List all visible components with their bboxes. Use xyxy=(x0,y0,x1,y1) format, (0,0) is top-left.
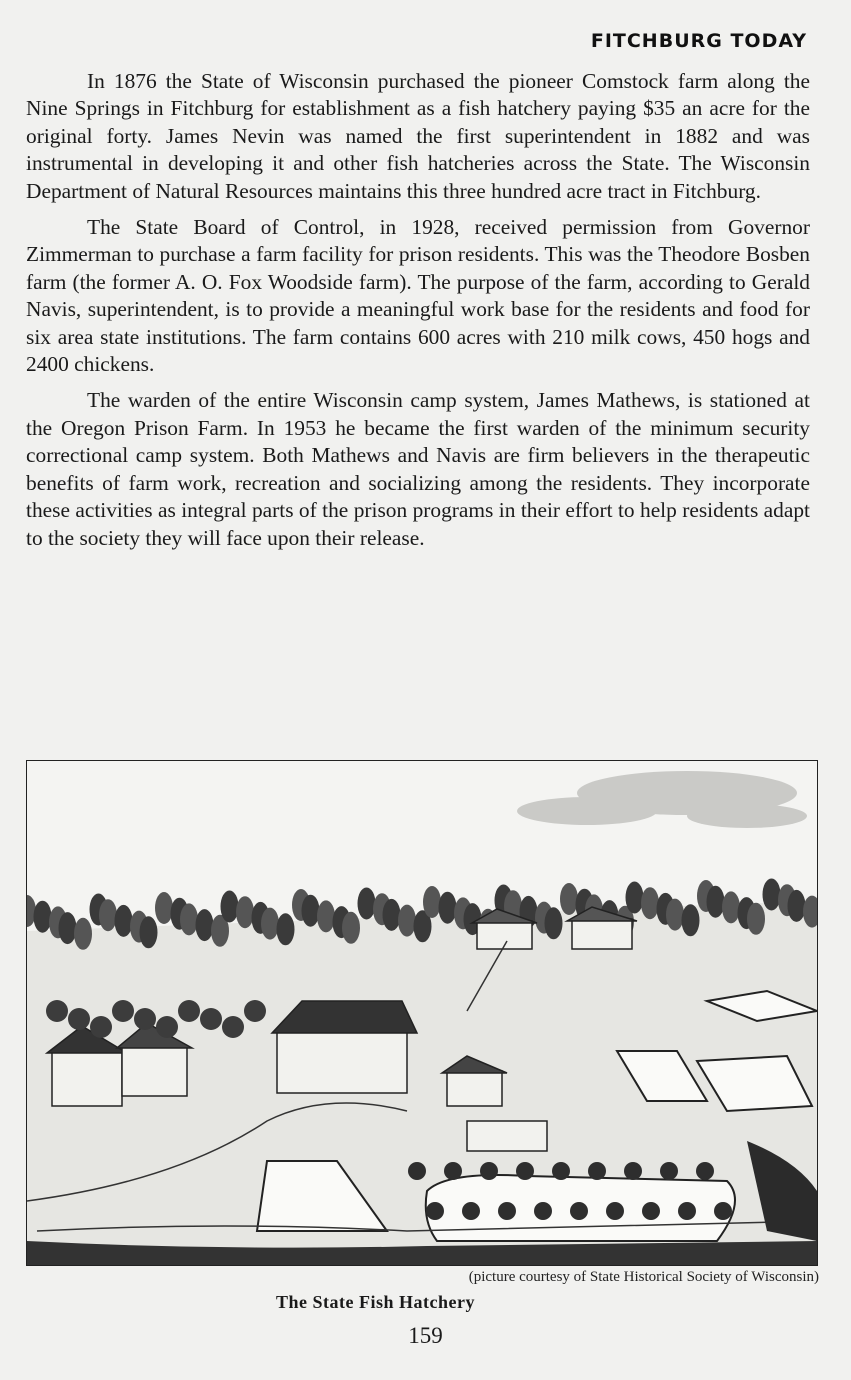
figure-caption: The State Fish Hatchery xyxy=(276,1292,475,1312)
picture-credit: (picture courtesy of State Historical Society of Wisconsin) xyxy=(468,1269,819,1285)
hatchery-engraving xyxy=(27,761,817,1265)
fish-hatchery-illustration xyxy=(26,760,818,1266)
sky-clouds xyxy=(517,771,807,828)
paragraph-fish-hatchery: In 1876 the State of Wisconsin purchased the pioneer Comstock farm along the Nine Springs in Fitchburg for establishment as a fish hatchery paying $35 an acre for the original forty. James Nevin was named the first superintendent in 1882 and was instrumental in developing it and other fish hatcheries across the State. The Wisconsin Department of Natural Resources maintains this three hundred acre tract in Fitchburg. xyxy=(26,69,810,203)
paragraph-prison-farm: The State Board of Control, in 1928, received permission from Governor Zimmerman to purchase a farm facility for prison residents. This was the Theodore Bosben farm (the former A. O. Fox Woodside farm). The purpose of the farm, according to Gerald Navis, superintendent, is to provide a meaningful work base for the residents and food for six area state institutions. The farm contains 600 acres with 210 milk cows, 450 hogs and 2400 chickens. xyxy=(26,215,810,377)
running-head: FITCHBURG TODAY xyxy=(590,30,807,52)
body-text xyxy=(26,68,810,561)
paragraph-camp-system: The warden of the entire Wisconsin camp system, James Mathews, is stationed at the Oregon Prison Farm. In 1953 he became the first warden of the minimum security correctional camp system. Both Mathews and Navis are firm believers in the therapeutic benefits of farm work, recreation and socializing among the residents. They incorporate these activities as integral parts of the prison programs in their effort to help residents adapt to the society they will face upon their release. xyxy=(26,388,810,550)
page-number: 159 xyxy=(408,1323,443,1348)
